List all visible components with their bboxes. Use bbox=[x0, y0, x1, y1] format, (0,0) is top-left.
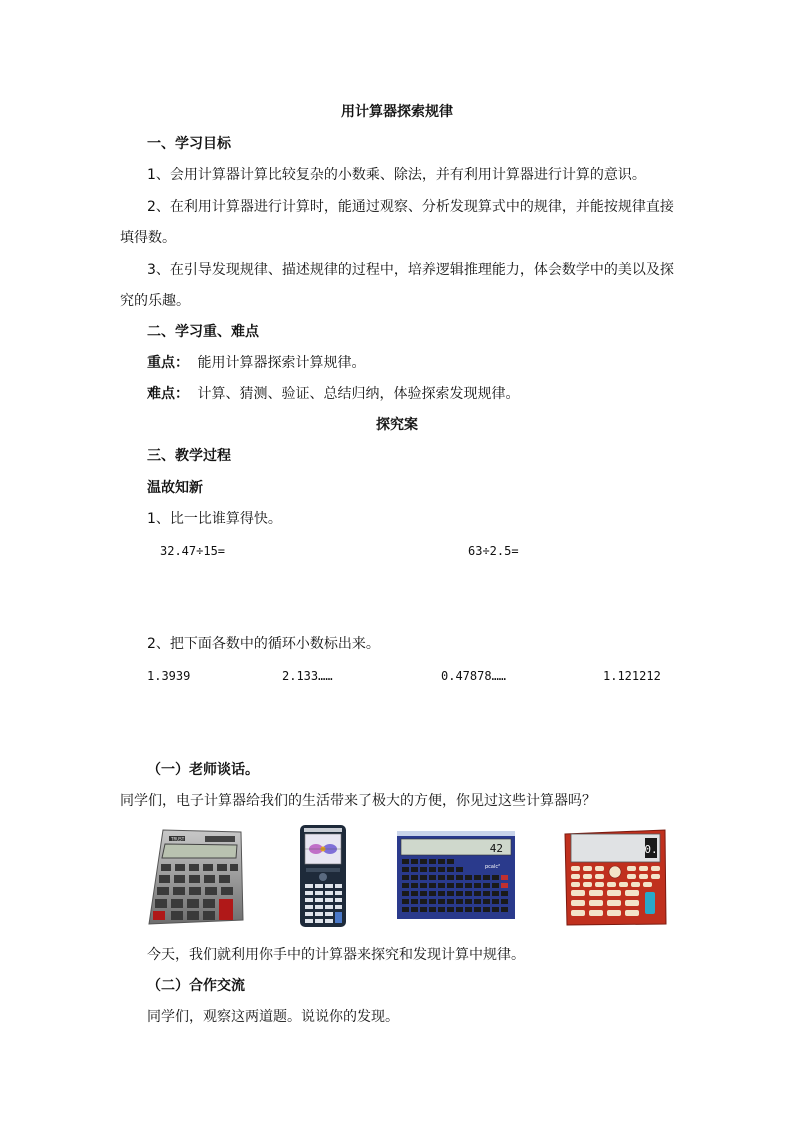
difficulty-label: 难点： bbox=[147, 386, 189, 402]
part2-text: 同学们，观察这两道题。说说你的发现。 bbox=[147, 1009, 399, 1025]
red-scientific-calculator-image bbox=[563, 828, 668, 926]
document-title: 用计算器探索规律 bbox=[341, 104, 453, 120]
graphing-calculator-image bbox=[298, 824, 348, 928]
svg-text:pcalc²: pcalc² bbox=[485, 864, 501, 870]
review-heading: 温故知新 bbox=[147, 480, 203, 496]
key-point bbox=[147, 355, 707, 371]
part1-text: 同学们，电子计算器给我们的生活带来了极大的方便，你见过这些计算器吗？ bbox=[120, 793, 596, 809]
objective-3-line2: 究的乐趣。 bbox=[120, 293, 190, 309]
question-2: 2、把下面各数中的循环小数标出来。 bbox=[147, 636, 380, 652]
software-calculator-image bbox=[397, 831, 515, 919]
calc4-display: 0. bbox=[644, 843, 658, 856]
section2-heading: 二、学习重、难点 bbox=[147, 324, 259, 340]
subtitle: 探究案 bbox=[376, 417, 418, 433]
objective-1: 1、会用计算器计算比较复杂的小数乘、除法，并有利用计算器进行计算的意识。 bbox=[147, 167, 646, 183]
expression-2: 63÷2.5= bbox=[468, 544, 519, 558]
key-label: 重点： bbox=[147, 355, 189, 371]
objective-2-line1: 2、在利用计算器进行计算时，能通过观察、分析发现算式中的规律，并能按规律直接 bbox=[147, 199, 674, 215]
calc3-display: 42 bbox=[489, 842, 503, 855]
part1-heading: （一）老师谈话。 bbox=[147, 762, 259, 778]
part2-heading: （二）合作交流 bbox=[147, 978, 245, 994]
number-3: 0.47878…… bbox=[441, 669, 507, 683]
section1-heading: 一、学习目标 bbox=[147, 136, 231, 152]
number-1: 1.3939 bbox=[147, 669, 191, 683]
difficulty-text: 计算、猜测、验证、总结归纳，体验探索发现规律。 bbox=[197, 386, 520, 402]
objective-3-line1: 3、在引导发现规律、描述规律的过程中，培养逻辑推理能力，体会数学中的美以及探 bbox=[147, 262, 674, 278]
calc1-brand: TRUST bbox=[171, 836, 185, 842]
question-1: 1、比一比谁算得快。 bbox=[147, 511, 282, 527]
expression-1: 32.47÷15= bbox=[160, 544, 226, 558]
after-images-text: 今天，我们就利用你手中的计算器来探究和发现计算中规律。 bbox=[147, 947, 525, 963]
number-4: 1.121212 bbox=[603, 669, 661, 683]
difficulty-point bbox=[147, 386, 707, 402]
number-2: 2.133…… bbox=[282, 669, 333, 683]
desktop-calculator-image bbox=[145, 828, 245, 928]
key-text: 能用计算器探索计算规律。 bbox=[197, 355, 366, 371]
section3-heading: 三、教学过程 bbox=[147, 448, 231, 464]
objective-2-line2: 填得数。 bbox=[120, 230, 176, 246]
